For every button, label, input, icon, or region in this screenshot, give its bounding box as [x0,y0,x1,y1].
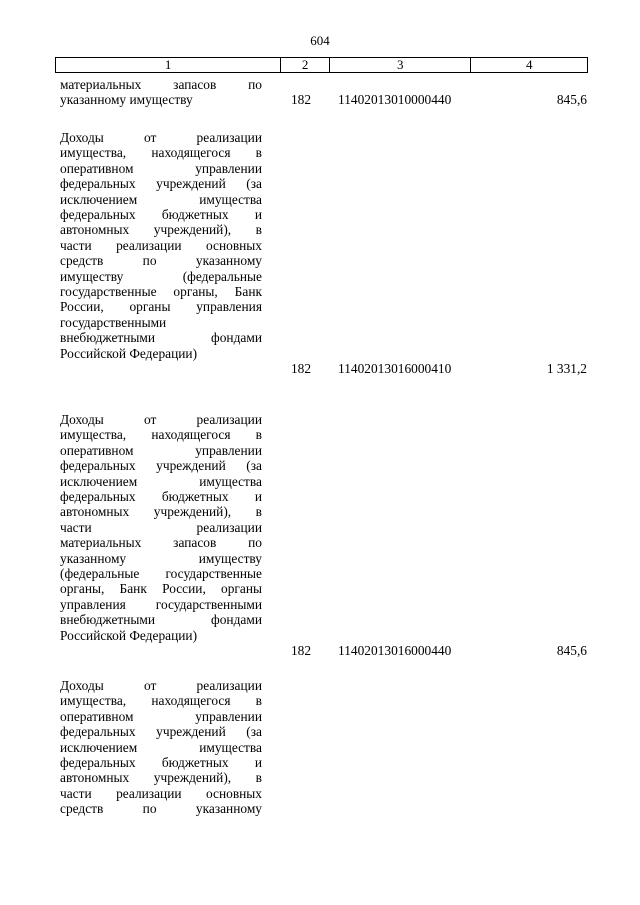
description-line: федеральных бюджетных и [60,207,262,223]
description-line: автономных учреждений), в [60,504,262,520]
description-line: Российской Федерации) [60,627,198,643]
amount: 845,6 [556,92,587,108]
description-line: оперативном управлении [60,708,262,724]
amount: 845,6 [556,643,587,658]
description-line: средств по указанному [60,801,262,817]
description-line: внебюджетными фондами [60,612,262,628]
description-line: управления государственными [60,596,262,612]
description-line: федеральных бюджетных и [60,489,262,505]
header-col-2: 2 [281,58,330,72]
description-line: исключением имущества [60,191,262,207]
description-line: имущества, находящегося в [60,145,262,161]
description-line: Доходы от реализации [60,412,262,427]
header-col-1: 1 [56,58,281,72]
admin-code: 182 [290,643,312,658]
description-line: исключением имущества [60,739,262,755]
description-line: части реализации основных [60,785,262,801]
description-line: материальных запасов по [60,77,262,92]
page-number: 604 [310,33,330,48]
description-line: материальных запасов по [60,535,262,551]
budget-code: 11402013010000440 [338,92,452,108]
description-line: оперативном управлении [60,442,262,458]
budget-code: 11402013016000440 [338,643,452,658]
description-line: указанному имуществу [60,550,262,566]
description-line: органы, Банк России, органы [60,581,262,597]
description-line: имущества, находящегося в [60,427,262,443]
description-line: государственными [60,314,167,330]
description-line: части реализации основных [60,237,262,253]
description-line: внебюджетными фондами [60,330,262,346]
table-header [55,57,588,73]
admin-code: 182 [290,361,312,376]
description-line: оперативном управлении [60,160,262,176]
description-line: федеральных учреждений (за [60,724,262,740]
description-line: Доходы от реализации [60,678,262,693]
description-line: России, органы управления [60,299,262,315]
header-col-3: 3 [330,58,471,72]
description-line: федеральных учреждений (за [60,458,262,474]
description-line: средств по указанному [60,253,262,269]
header-col-4: 4 [525,57,533,72]
admin-code: 182 [290,92,312,108]
description-line: (федеральные государственные [60,566,262,582]
row-description [60,678,262,817]
description-line: указанному имуществу [60,92,193,108]
description-line: части реализации [60,519,262,535]
row-description [60,130,262,361]
row-description [60,77,262,108]
description-line: государственные органы, Банк [60,284,262,300]
description-line: федеральных бюджетных и [60,755,262,771]
description-line: исключением имущества [60,473,262,489]
description-line: автономных учреждений), в [60,770,262,786]
description-line: Доходы от реализации [60,130,262,145]
budget-code: 11402013016000410 [338,361,452,376]
description-line: федеральных учреждений (за [60,176,262,192]
row-description [60,412,262,643]
description-line: имущества, находящегося в [60,693,262,709]
amount: 1 331,2 [546,361,587,376]
description-line: Российской Федерации) [60,345,198,361]
description-line: имуществу (федеральные [60,268,262,284]
description-line: автономных учреждений), в [60,222,262,238]
